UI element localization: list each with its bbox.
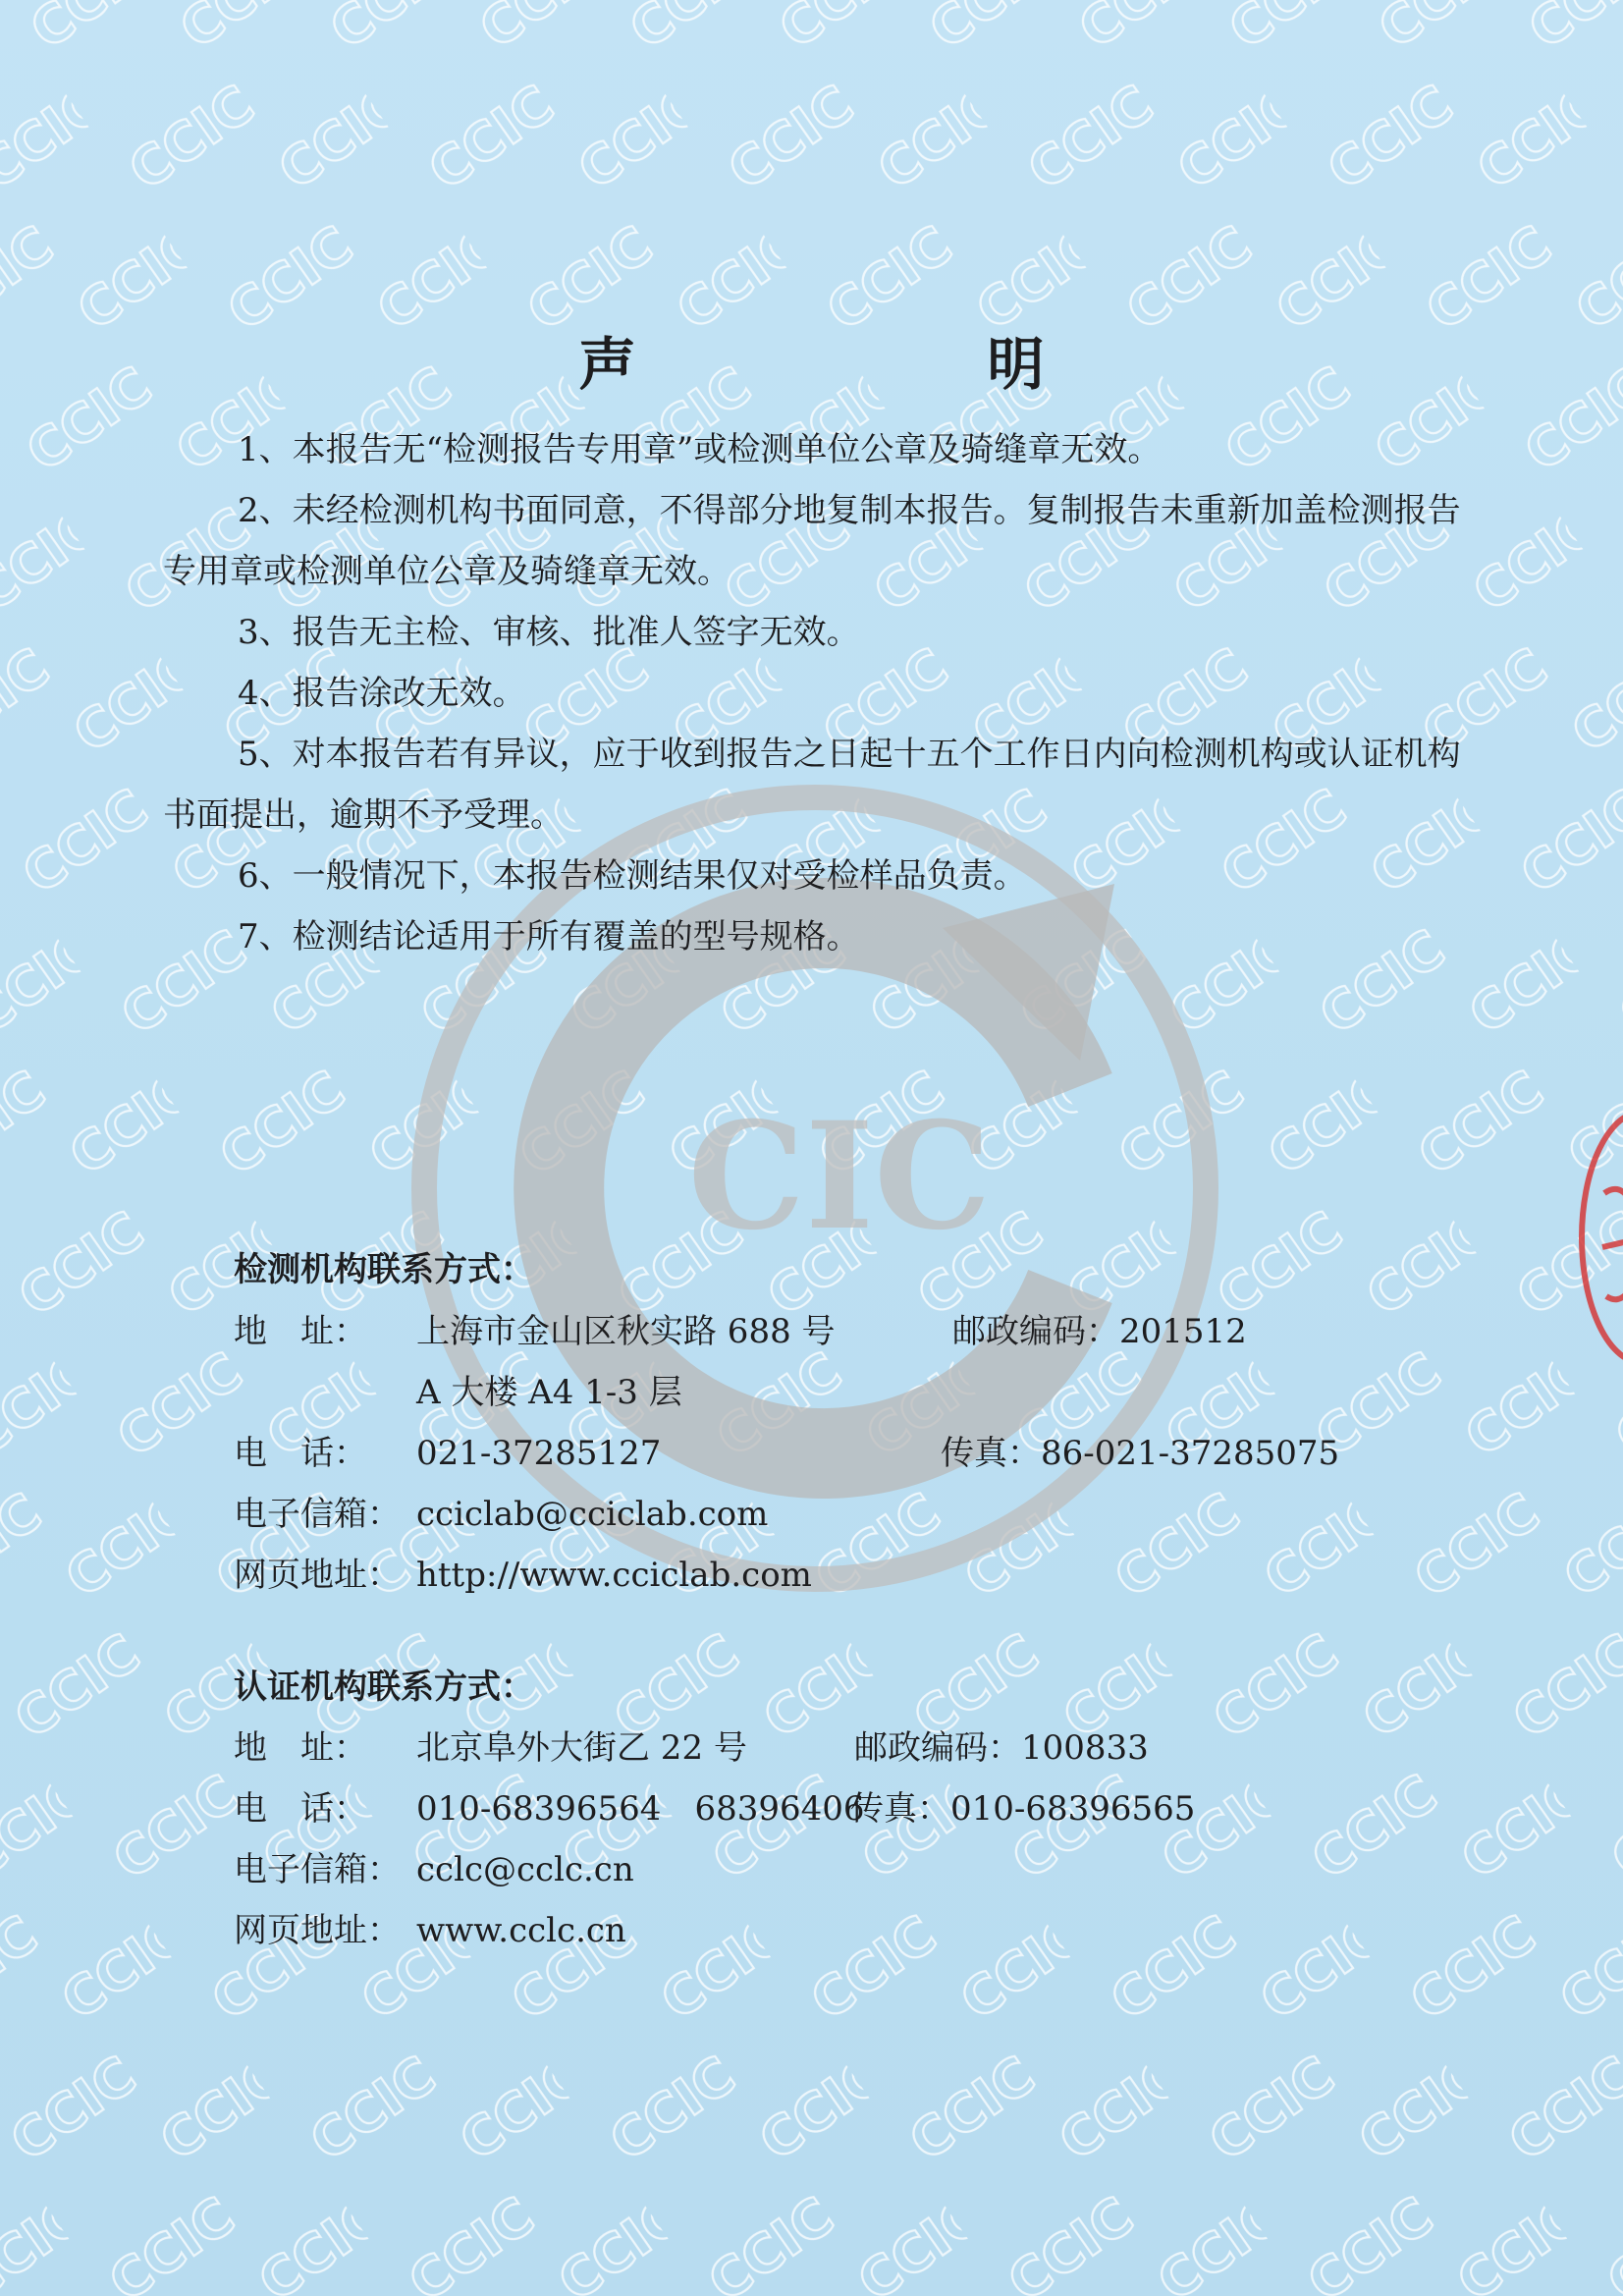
fax-value: 86-021-37285075 bbox=[1041, 1434, 1340, 1473]
email-label: 电子信箱： bbox=[234, 1495, 401, 1534]
phone-label: 电 话： bbox=[234, 1434, 367, 1473]
declaration-item-5: 5、对本报告若有异议，应于收到报告之日起十五个工作日内向检测机构或认证机构书面提出，逾期不予受理。 bbox=[163, 735, 1461, 835]
cert-postcode bbox=[854, 1721, 1149, 1769]
email-value: cciclab@cciclab.com bbox=[416, 1495, 769, 1534]
postcode-value: 201512 bbox=[1119, 1312, 1247, 1351]
page-title: 声 明 bbox=[578, 330, 1192, 398]
cert-phone-row bbox=[234, 1781, 865, 1830]
cert-fax bbox=[850, 1781, 1195, 1830]
fax-value: 010-68396565 bbox=[950, 1789, 1196, 1829]
address-value: 上海市金山区秋实路 688 号 bbox=[416, 1312, 836, 1351]
postcode-label: 邮政编码： bbox=[952, 1312, 1119, 1351]
testing-postcode bbox=[952, 1304, 1247, 1352]
email-label: 电子信箱： bbox=[234, 1850, 401, 1889]
testing-address-line2: A 大楼 A4 1-3 层 bbox=[416, 1373, 682, 1412]
testing-web-row bbox=[234, 1548, 812, 1596]
testing-phone-row bbox=[234, 1426, 661, 1474]
fax-label: 传真： bbox=[941, 1434, 1041, 1473]
testing-fax bbox=[941, 1426, 1339, 1474]
address-label: 地 址： bbox=[234, 1312, 367, 1351]
phone-value: 021-37285127 bbox=[416, 1434, 662, 1473]
address-value: 北京阜外大街乙 22 号 bbox=[416, 1728, 747, 1768]
email-value: cclc@cclc.cn bbox=[416, 1850, 634, 1889]
web-value: http://www.cciclab.com bbox=[416, 1556, 812, 1595]
svg-text:CIC: CIC bbox=[687, 1090, 992, 1263]
declaration-item-3: 3、报告无主检、审核、批准人签字无效。 bbox=[238, 613, 860, 652]
cert-email-row bbox=[234, 1842, 634, 1890]
postcode-label: 邮政编码： bbox=[854, 1728, 1021, 1768]
address-label: 地 址： bbox=[234, 1728, 367, 1768]
seal-stamp bbox=[1569, 1100, 1623, 1375]
testing-contact-heading: 检测机构联系方式： bbox=[234, 1250, 534, 1289]
phone-value: 010-68396564 68396406 bbox=[416, 1789, 865, 1829]
declaration-item-4: 4、报告涂改无效。 bbox=[238, 674, 526, 713]
cert-address-row bbox=[234, 1721, 747, 1769]
web-label: 网页地址： bbox=[234, 1556, 401, 1595]
testing-address-row bbox=[234, 1304, 836, 1352]
postcode-value: 100833 bbox=[1021, 1728, 1149, 1768]
declaration-item-6: 6、一般情况下，本报告检测结果仅对受检样品负责。 bbox=[238, 856, 1027, 896]
cert-web-row bbox=[234, 1903, 626, 1951]
declaration-item-7: 7、检测结论适用于所有覆盖的型号规格。 bbox=[238, 917, 860, 957]
declaration-item-1: 1、本报告无“检测报告专用章”或检测单位公章及骑缝章无效。 bbox=[238, 430, 1162, 469]
fax-label: 传真： bbox=[850, 1789, 950, 1829]
phone-label: 电 话： bbox=[234, 1789, 367, 1829]
testing-email-row bbox=[234, 1487, 768, 1535]
cert-contact-heading: 认证机构联系方式： bbox=[234, 1667, 534, 1707]
web-label: 网页地址： bbox=[234, 1911, 401, 1950]
declaration-item-2: 2、未经检测机构书面同意，不得部分地复制本报告。复制报告未重新加盖检测报告专用章或检测单位公章及骑缝章无效。 bbox=[163, 491, 1461, 591]
web-value: www.cclc.cn bbox=[416, 1911, 626, 1950]
